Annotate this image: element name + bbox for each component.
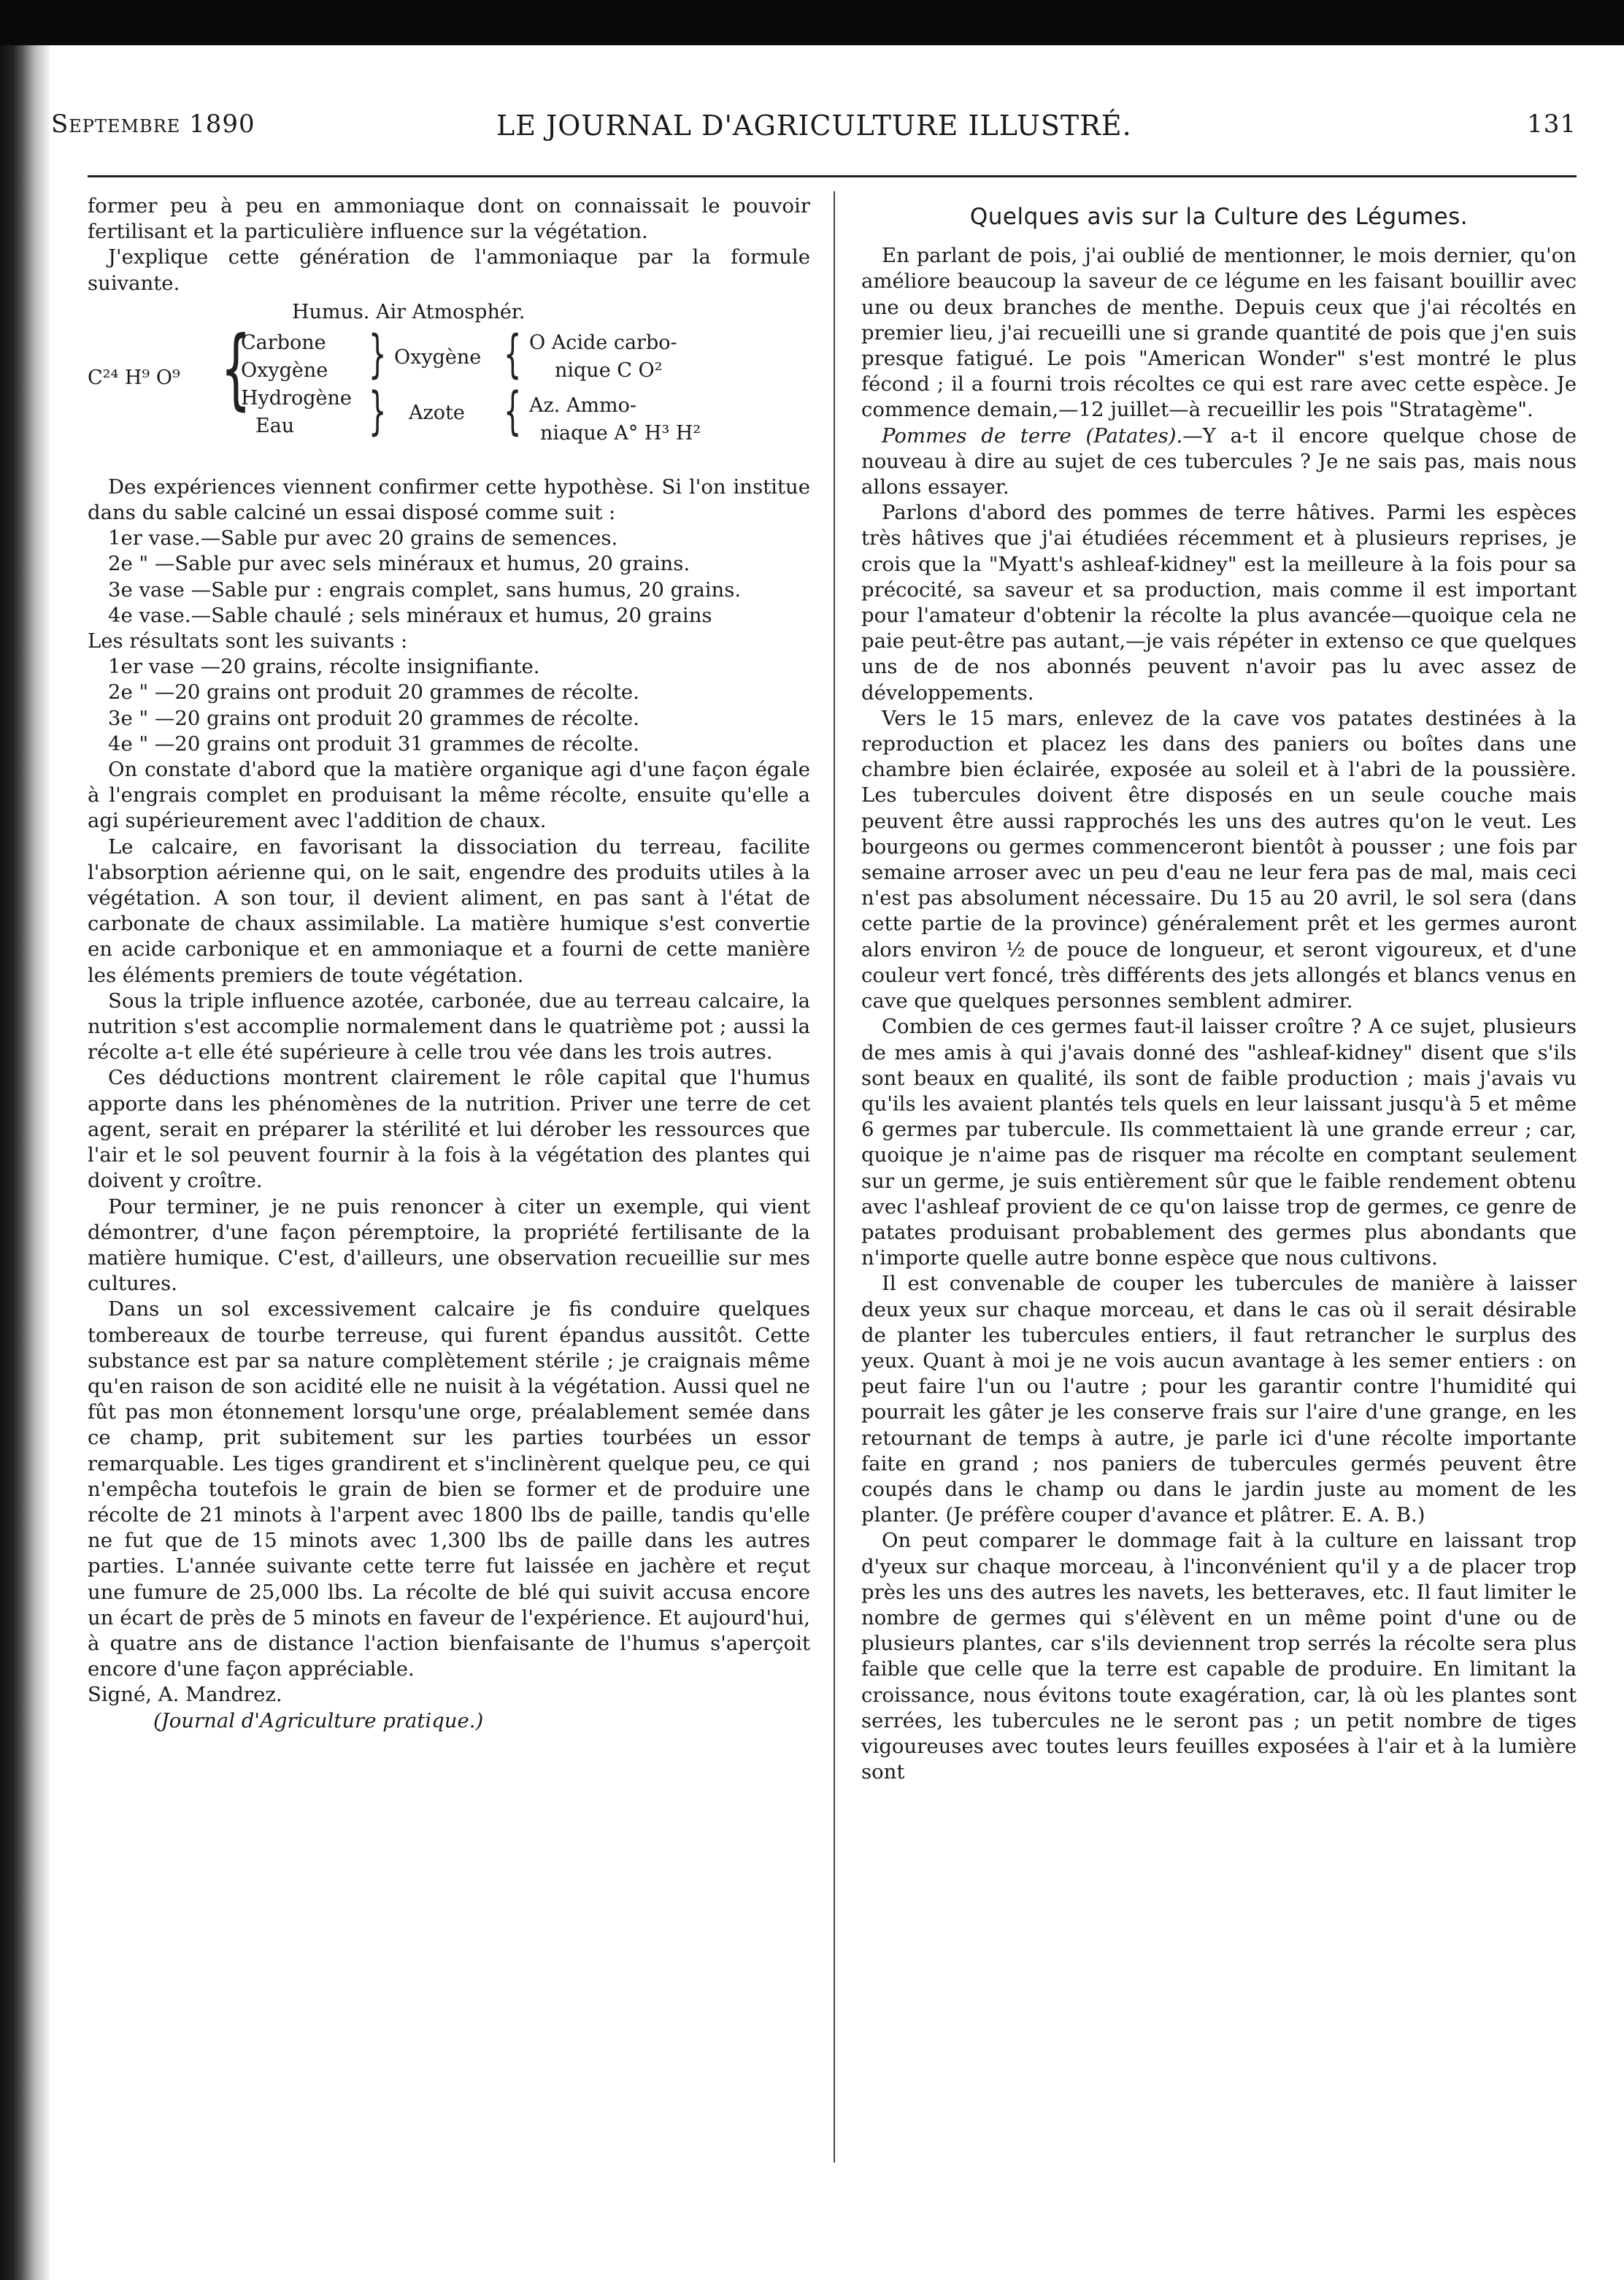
list-item: 2e " —20 grains ont produit 20 grammes de récolte. [108,680,639,705]
product: nique C O² [555,358,663,382]
article-heading: Quelques avis sur la Culture des Légumes. [969,204,1469,230]
brace: { [504,323,522,384]
section-lead: Pommes de terre (Patates). [882,423,1183,448]
left-column [88,193,810,1734]
list-item: 3e vase —Sable pur : engrais complet, sans humus, 20 grains. [108,577,742,602]
paragraph: On peut comparer le dommage fait à la culture en laissant trop d'yeux sur chaque morceau, à l'inconvénient qu'il y a de placer trop près les uns des autres les navets, les betteraves, etc. Il faut limiter le nombre de germes qui s'élèvent en un même point d'une ou de plusieurs plantes, car s'ils deviennent trop serrés la récolte sera plus faible que celle que la terre est capable de produire. En limitant la croissance, nous évitons toute exagération, car, là où les plantes sont serrées, les tubercules ne le seront pas ; un petit nombre de tiges vigoureuses avec toutes leurs feuilles exposées à l'air et à la lumière sont [861,1529,1577,1784]
page-header [51,110,1577,146]
component: Eau [255,414,295,437]
brace: { [504,380,522,441]
paragraph: Dans un sol excessivement calcaire je fis conduire quelques tombereaux de tourbe terreuse, qui furent épandus aussitôt. Cette substance est par sa nature complètement stérile ; je craignais même qu'en raison de son acidité elle ne nuisit à la végétation. Aussi quel ne fût pas mon étonnement lorsqu'une orge, préalablement semée dans ce champ, prit subitement sur les parties tourbées un essor remarquable. Les tiges grandirent et s'inclinèrent quelque peu, ce qui n'empêcha toutefois le grain de bien se former et de produire une récolte de 21 minots à l'arpent avec 1800 lbs de paille, tandis qu'elle ne fut que de 15 minots avec 1,300 lbs de paille dans les autres parties. L'année suivante cette terre fut laissée en jachère et reçut une fumure de 25,000 lbs. La récolte de blé qui suivit accusa encore un écart de près de 5 minots en faveur de l'expérience. Et aujourd'hui, à quatre ans de distance l'action bienfaisante de l'humus s'aperçoit encore d'une façon appréciable. [88,1297,810,1681]
paragraph: Combien de ces germes faut-il laisser croître ? A ce sujet, plusieurs de mes amis à qui j'avais donné des "ashleaf-kidney" disent que s'ils sont beaux en qualité, ils sont de faible production ; mais j'avais vu qu'ils les avaient plantés tels quels en leur laissant jusqu'à 5 et même 6 germes par tubercule. Ils commettaient là une grande erreur ; car, quoique je n'aime pas de risquer ma récolte en comptant seulement sur un germe, je suis entièrement sûr que le faible rendement obtenu avec l'ashleaf provient de ce qu'on laisse trop de germes, ce genre de patates produisant probablement des germes plus abondants que n'importe quelle autre bonne espèce que nous cultivons. [861,1015,1577,1270]
paragraph: Il est convenable de couper les tubercules de manière à laisser deux yeux sur chaque morceau, et dans le cas où il serait désirable de planter les tubercules entiers, il faut retrancher le surplus des yeux. Quant à moi je ne vois aucun avantage à les semer entiers : on peut faire l'un ou l'autre ; pour les garantir contre l'humidité qui pourrait les gâter je les conserve frais sur l'aire d'une grange, en les retournant de temps à autre, je parle ici d'une récolte importante faite en grand ; nos paniers de tubercules germés peuvent être coupés dans le champ ou dans le jardin juste au moment de les planter. (Je préfère couper d'avance et plâtrer. E. A. B.) [861,1272,1577,1527]
formula-label: C²⁴ H⁹ O⁹ [88,366,180,389]
page-number: 131 [1527,110,1577,139]
paragraph: former peu à peu en ammoniaque dont on connaissait le pouvoir fertilisant et la particulière influence sur la végétation. [88,194,810,244]
scan-left-edge [0,45,50,2280]
paragraph: En parlant de pois, j'ai oublié de mentionner, le mois dernier, qu'on améliore beaucoup la saveur de ce légume en les faisant bouillir avec une ou deux branches de menthe. Depuis ceux que j'ai récoltés en premier lieu, j'ai recueilli une si grande quantité de pois que j'en suis presque fatigué. Le pois "American Wonder" s'est montré le plus fécond ; il a fourni trois récoltes ce qui est rare avec cette espèce. Je commence demain,—12 juillet—à recueillir les pois "Stratagème". [861,244,1577,422]
list-item: 3e " —20 grains ont produit 20 grammes de récolte. [108,706,639,730]
paragraph: Ces déductions montrent clairement le rôle capital que l'humus apporte dans les phénomènes de la nutrition. Priver une terre de cet agent, serait en préparer la stérilité et lui dérober les ressources que l'air et le sol peuvent fournir à la fois à la végétation des plantes qui doivent y croître. [88,1066,810,1193]
paragraph: Des expériences viennent confirmer cette hypothèse. Si l'on institue dans du sable calciné un essai disposé comme suit : [88,475,810,525]
list-item: 2e " —Sable pur avec sels minéraux et humus, 20 grains. [108,552,690,576]
source-citation: (Journal d'Agriculture pratique.) [153,1708,484,1732]
right-column [861,204,1577,1785]
column-divider [834,191,835,2162]
paragraph: J'explique cette génération de l'ammoniaque par la formule suivante. [88,245,810,295]
left-brace: { [220,318,252,420]
list-item: 1er vase.—Sable pur avec 20 grains de semences. [108,526,618,550]
component: Hydrogène [241,386,352,410]
list-item: 4e " —20 grains ont produit 31 grammes de récolte. [108,732,639,756]
header-date: Septembre 1890 [51,110,255,139]
component: Carbone [241,331,326,354]
brace: } [369,323,387,384]
paragraph: Sous la triple influence azotée, carbonée, due au terreau calcaire, la nutrition s'est accomplie normalement dans le quatrième pot ; aussi la récolte a-t elle été supérieure à celle trou vée dans les trois autres. [88,989,810,1064]
paragraph: Pour terminer, je ne puis renoncer à citer un exemple, qui vient démontrer, d'une façon péremptoire, la propriété fertilisante de la matière humique. C'est, d'ailleurs, une observation recueillie sur mes cultures. [88,1194,810,1296]
paragraph [861,423,1577,501]
chemical-formula [88,299,810,466]
product: O Acide carbo- [529,331,677,354]
paragraph: Vers le 15 mars, enlevez de la cave vos patates destinées à la reproduction et placez les dans des paniers ou boîtes dans une chambre bien éclairée, exposée au soleil et à l'abri de la poussière. Les tubercules doivent être disposés en un seule couche mais peuvent être aussi rapprochés les uns des autres qu'on le veut. Les bourgeons ou germes commenceront bientôt à pousser ; une fois par semaine arroser avec un peu d'eau ne leur fera pas de mal, mais ceci n'est pas absolument nécessaire. Du 15 au 20 avril, le sol sera (dans cette partie de la province) généralement prêt et les germes auront alors environ ½ de pouce de longueur, et seront vigoureux, et d'une couleur vert foncé, très différents des jets allongés et blancs venus en cave que quelques personnes semblent admirer. [861,706,1577,1013]
product: Az. Ammo- [529,394,636,417]
paragraph: Le calcaire, en favorisant la dissociation du terreau, facilite l'absorption aérienne qui, on le sait, engendre des produits utiles à la végétation. A son tour, il devient aliment, en pas sant à l'état de carbonate de chaux assimilable. La matière humique s'est convertie en acide carbonique et en ammoniaque et a fourni de cette manière les éléments premiers de toute végétation. [88,834,810,987]
header-rule [88,175,1577,177]
brace: } [369,380,387,441]
results-intro: Les résultats sont les suivants : [88,629,408,653]
paragraph: On constate d'abord que la matière organique agi d'une façon égale à l'engrais complet en produisant la même récolte, ensuite qu'elle a agi supérieurement avec l'addition de chaux. [88,758,810,833]
mid-term: Oxygène [394,345,482,369]
header-title: LE JOURNAL D'AGRICULTURE ILLUSTRÉ. [496,110,1132,142]
component: Oxygène [241,358,328,382]
signature: Signé, A. Mandrez. [88,1683,282,1707]
product: niaque A° H³ H² [540,421,701,445]
list-item: 1er vase —20 grains, récolte insignifiante. [108,655,540,679]
paragraph: Parlons d'abord des pommes de terre hâtives. Parmi les espèces très hâtives que j'ai étudiées récemment et à plusieurs reprises, je crois que la "Myatt's ashleaf-kidney" est la meilleure à la fois pour sa précocité, sa saveur et sa production, mais comme il est important pour l'amateur d'obtenir la récolte la plus avancée—quoique cela ne paie peut-être pas autant,—je vais répéter in extenso ce que quelques uns de de nos abonnés peuvent n'avoir pas lu avec assez de développements. [861,501,1577,705]
list-item: 4e vase.—Sable chaulé ; sels minéraux et humus, 20 grains [108,603,712,627]
formula-heading: Humus. Air Atmosphér. [292,300,526,323]
mid-term: Azote [409,401,465,424]
paragraph-text: —Y a-t il encore quelque chose de nouveau à dire au sujet de ces tubercules ? Je ne sais pas, mais nous allons essayer. [861,423,1577,499]
scan-top-border [0,0,1624,45]
